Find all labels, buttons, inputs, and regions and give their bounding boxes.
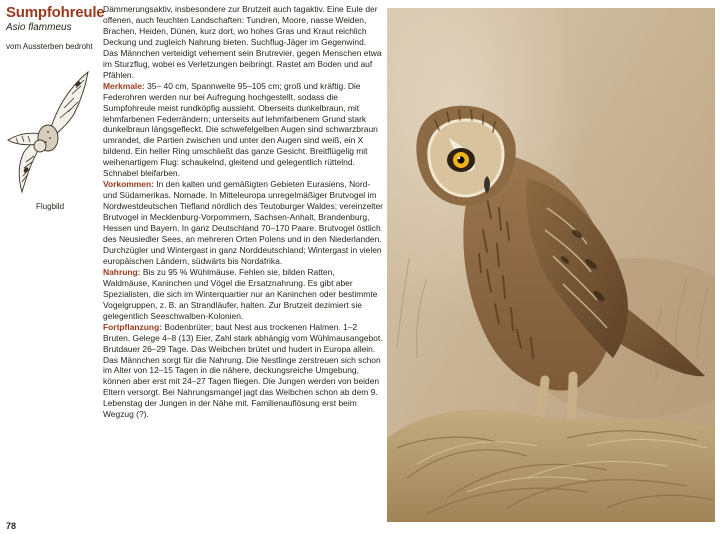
section-text: 35– 40 cm, Spannweite 95–105 cm; groß und kräftig. Die Federohren werden nur bei Aufregung hochgestellt, sodass die Sumpfohreule meist rundköpfig aussieht. Oberseits dunkelbraun, mit lehmfarbenen Federrändern; unterseits auf lehmfarbenem Grund stark dunkelbraun längsgefleckt. Die schwefelgelben Augen sind schwarzbraun umrandet, die Partien zwischen und unter den Augen sind weiß, ein X bildend. Ein heller Ring umschließt das ganze Gesicht. Breitflügelig mit weihenartigem Flug: schaukelnd, gleitend und gelegentlich rüttelnd. Schnabel bleifarben. (103, 80, 378, 179)
section-vorkommen (103, 179, 383, 267)
section-text: In den kalten und gemäßigten Gebieten Eurasiens, Nord- und Südamerikas. Nomade. In Mitteleuropa unregelmäßiger Brutvogel im Nordwestdeutschen Tiefland nördlich des Teutoburger Waldes; vereinzelter Brutvogel in Mecklenburg-Vorpommern, Sachsen-Anhalt, Brandenburg, Hessen und Bayern. In ganz Deutschland 70–170 Paare. Brutvogel östlich des Neusiedler Sees, an mehreren Orten Polens und in den Niederlanden. Durchzügler und Wintergast in ganz Norddeutschland; Wintergast in vielen europäischen Ländern, südwärts bis Nordafrika. (103, 179, 383, 266)
latin-name: Asio flammeus (6, 22, 72, 33)
section-fortpflanzung (103, 322, 383, 421)
section-label: Vorkommen: (103, 179, 154, 190)
section-label: Nahrung: (103, 266, 141, 277)
intro-paragraph: Dämmerungsaktiv, insbesondere zur Brutzeit auch tagaktiv. Eine Eule der offenen, auch feuchten Landschaften: Tundren, Moore, nasse Weiden, Brachen, Heiden, Dünen, kurz dort, wo hohes Gras und Kraut reichlich Deckung und zugleich Nahrung bieten. Suchflug-Jäger im Gegenwind. Das Männchen verteidigt vehement sein Brutrevier, gegen Menschen etwa im Sturzflug, wobei es Verletzungen beibringt. Rastet am Boden und auf Pfählen. (103, 4, 382, 80)
owl-photo (387, 8, 715, 522)
flight-caption: Flugbild (36, 202, 65, 211)
page-number: 78 (6, 521, 17, 531)
section-label: Fortpflanzung: (103, 321, 163, 332)
section-label: Merkmale: (103, 80, 145, 91)
species-title: Sumpfohreule (6, 4, 105, 21)
section-nahrung (103, 267, 383, 322)
section-text: Bis zu 95 % Wühlmäuse. Fehlen sie, bilden Ratten, Waldmäuse, Kaninchen und Vögel die Ersatznahrung. Es gibt aber Spezialisten, die sich im Winterquartier nur an Kaninchen oder bestimmte Vogelgruppen, z. B. an Strandläufer, halten. Zur Brutzeit dezimiert sie gelegentlich Seeschwalben-Kolonien. (103, 266, 378, 321)
flight-silhouette-illustration (4, 68, 96, 198)
section-merkmale (103, 81, 383, 180)
species-description (103, 4, 383, 420)
conservation-status: vom Aussterben bedroht (6, 42, 93, 51)
section-text: Bodenbrüter; baut Nest aus trockenen Halmen. 1–2 Bruten. Gelege 4–8 (13) Eier, Zahl stark abhängig vom Wühlmausangebot. Brutdauer 26–29 Tage. Das Weibchen brütet und hudert in Europa allein. Das Männchen sorgt für die Nahrung. Die Nestlinge zerstreuen sich schon im Alter von 12–15 Tagen in die nähere, deckungsreiche Umgebung, können aber erst mit 24–27 Tagen fliegen. Die Jungen werden von beiden Eltern versorgt. Bei Nahrungsmangel jagt das Weibchen schon ab dem 9. Lebenstag der Jungen in der Nähe mit. Familienauflösung erst beim Wegzug (?). (103, 321, 383, 420)
